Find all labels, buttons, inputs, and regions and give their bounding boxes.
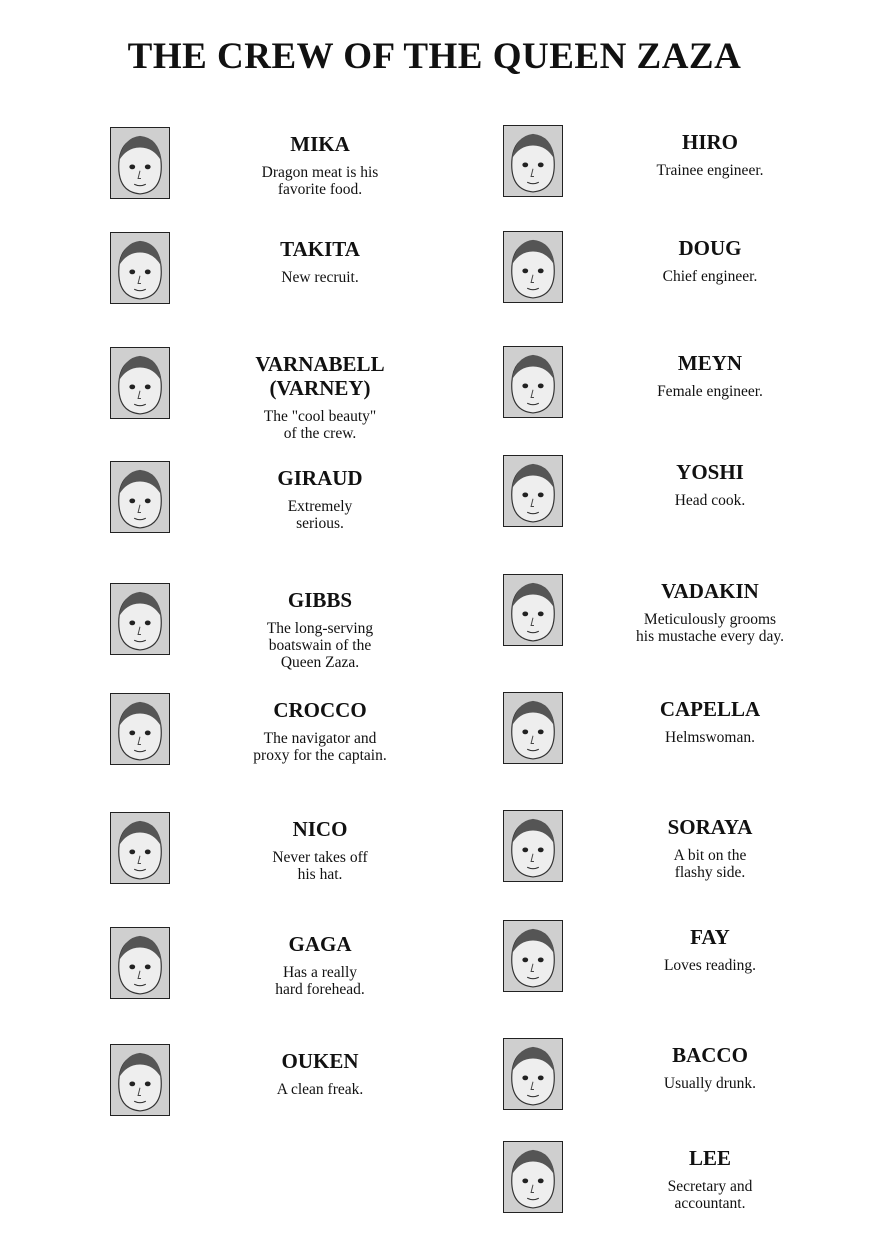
crew-member-info — [605, 1043, 815, 1092]
crew-member-description: Dragon meat is his favorite food. — [261, 164, 379, 198]
yoshi-portrait — [503, 455, 563, 527]
doug-portrait — [503, 231, 563, 303]
crew-member-description: New recruit. — [281, 269, 359, 286]
ouken-portrait — [110, 1044, 170, 1116]
meyn-portrait — [503, 346, 563, 418]
crew-member-name: YOSHI — [676, 460, 744, 484]
crew-member-name: TAKITA — [280, 237, 360, 261]
varnabell-portrait — [110, 347, 170, 419]
crew-member-description: Has a really hard forehead. — [275, 964, 365, 998]
crew-member-info — [215, 1049, 425, 1098]
crew-member-name: OUKEN — [281, 1049, 359, 1073]
vadakin-portrait — [503, 574, 563, 646]
crew-member-description: Chief engineer. — [662, 268, 758, 285]
crew-member-name: CROCCO — [273, 698, 367, 722]
crew-member-info — [605, 130, 815, 179]
bacco-portrait — [503, 1038, 563, 1110]
crew-member-info — [215, 817, 425, 883]
fay-portrait — [503, 920, 563, 992]
crew-member-name: CAPELLA — [659, 697, 761, 721]
crew-member-description: Usually drunk. — [663, 1075, 757, 1092]
crew-member-name: VARNABELL (VARNEY) — [255, 352, 385, 400]
crew-member-info — [605, 236, 815, 285]
crew-member-description: Never takes off his hat. — [272, 849, 368, 883]
crew-member-info — [215, 352, 425, 442]
crew-member-info — [605, 1146, 815, 1212]
crew-member-name: LEE — [688, 1146, 732, 1170]
crew-member-name: DOUG — [678, 236, 742, 260]
gibbs-portrait — [110, 583, 170, 655]
crew-member-description: Helmswoman. — [665, 729, 755, 746]
crocco-portrait — [110, 693, 170, 765]
crew-member-name: BACCO — [672, 1043, 748, 1067]
crew-member-description: A clean freak. — [276, 1081, 364, 1098]
crew-member-name: VADAKIN — [661, 579, 759, 603]
crew-member-name: HIRO — [681, 130, 738, 154]
crew-member-description: Loves reading. — [663, 957, 757, 974]
crew-member-info — [605, 697, 815, 746]
crew-member-info — [215, 466, 425, 532]
crew-member-info — [215, 698, 425, 764]
crew-member-info — [605, 351, 815, 400]
giraud-portrait — [110, 461, 170, 533]
crew-member-name: FAY — [690, 925, 730, 949]
crew-member-info — [215, 237, 425, 286]
crew-member-description: Extremely serious. — [287, 498, 353, 532]
crew-member-name: GIRAUD — [277, 466, 363, 490]
takita-portrait — [110, 232, 170, 304]
crew-member-description: Female engineer. — [657, 383, 763, 400]
crew-member-info — [605, 925, 815, 974]
crew-member-description: The long-serving boatswain of the Queen Zaza. — [266, 620, 374, 671]
crew-member-info — [605, 815, 815, 881]
mika-portrait — [110, 127, 170, 199]
crew-member-info — [605, 579, 815, 645]
crew-member-name: GAGA — [288, 932, 352, 956]
crew-member-name: MIKA — [290, 132, 350, 156]
crew-member-info — [215, 932, 425, 998]
capella-portrait — [503, 692, 563, 764]
crew-member-description: Head cook. — [674, 492, 746, 509]
gaga-portrait — [110, 927, 170, 999]
crew-member-description: Meticulously grooms his mustache every day. — [636, 611, 784, 645]
nico-portrait — [110, 812, 170, 884]
lee-portrait — [503, 1141, 563, 1213]
crew-member-description: Secretary and accountant. — [667, 1178, 753, 1212]
crew-member-name: SORAYA — [667, 815, 753, 839]
soraya-portrait — [503, 810, 563, 882]
crew-member-description: Trainee engineer. — [656, 162, 764, 179]
crew-member-info — [215, 132, 425, 198]
hiro-portrait — [503, 125, 563, 197]
page-title: THE CREW OF THE QUEEN ZAZA — [127, 36, 742, 77]
crew-member-description: The navigator and proxy for the captain. — [253, 730, 387, 764]
crew-member-description: The "cool beauty" of the crew. — [263, 408, 377, 442]
crew-member-name: MEYN — [677, 351, 743, 375]
crew-member-name: GIBBS — [287, 588, 353, 612]
crew-member-info — [605, 460, 815, 509]
crew-member-info — [215, 588, 425, 671]
crew-member-name: NICO — [292, 817, 348, 841]
crew-member-description: A bit on the flashy side. — [673, 847, 747, 881]
